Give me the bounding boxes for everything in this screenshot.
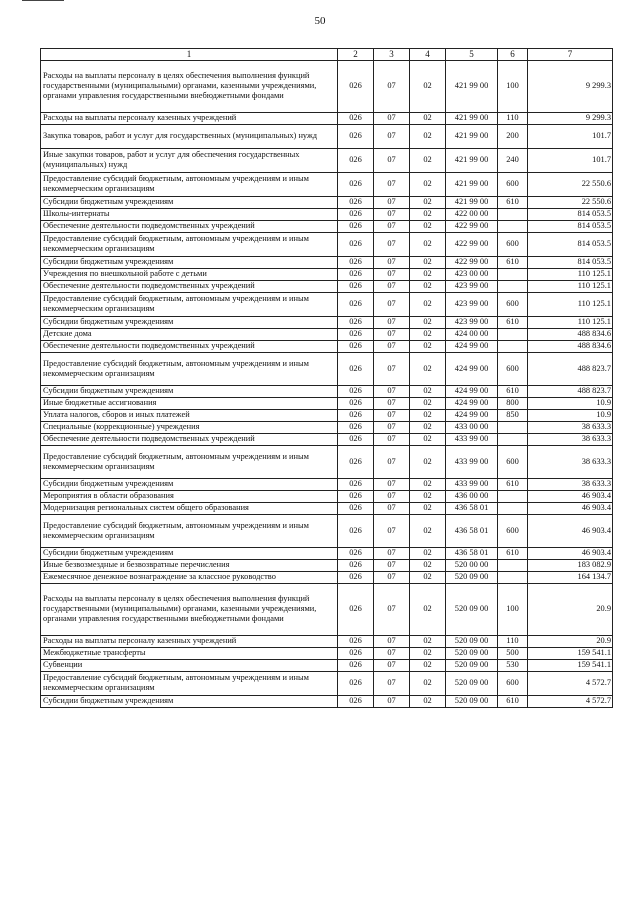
row-code-2: 026 bbox=[338, 547, 374, 559]
row-code-6: 200 bbox=[498, 124, 528, 148]
row-amount: 46 903.4 bbox=[528, 514, 613, 547]
table-row bbox=[41, 445, 613, 478]
table-row bbox=[41, 385, 613, 397]
row-code-2: 026 bbox=[338, 328, 374, 340]
row-name: Предоставление субсидий бюджетным, автономным учреждениям и иным некоммерческим организациям bbox=[41, 352, 338, 385]
row-name: Обеспечение деятельности подведомственных учреждений bbox=[41, 433, 338, 445]
row-code-5: 520 09 00 bbox=[446, 659, 498, 671]
row-code-6 bbox=[498, 502, 528, 514]
row-code-4: 02 bbox=[410, 172, 446, 196]
row-code-3: 07 bbox=[374, 60, 410, 112]
row-code-3: 07 bbox=[374, 232, 410, 256]
row-name: Предоставление субсидий бюджетным, автономным учреждениям и иным некоммерческим организациям bbox=[41, 514, 338, 547]
row-code-4: 02 bbox=[410, 659, 446, 671]
row-code-2: 026 bbox=[338, 148, 374, 172]
row-code-6 bbox=[498, 220, 528, 232]
row-code-3: 07 bbox=[374, 671, 410, 695]
row-code-4: 02 bbox=[410, 232, 446, 256]
column-header: 4 bbox=[410, 49, 446, 61]
row-code-3: 07 bbox=[374, 478, 410, 490]
row-code-3: 07 bbox=[374, 385, 410, 397]
row-code-3: 07 bbox=[374, 316, 410, 328]
row-code-6 bbox=[498, 268, 528, 280]
row-name: Специальные (коррекционные) учреждения bbox=[41, 421, 338, 433]
row-code-5: 520 09 00 bbox=[446, 583, 498, 635]
row-code-6: 610 bbox=[498, 547, 528, 559]
row-code-4: 02 bbox=[410, 433, 446, 445]
row-code-2: 026 bbox=[338, 659, 374, 671]
row-code-6: 850 bbox=[498, 409, 528, 421]
table-row bbox=[41, 196, 613, 208]
column-header: 3 bbox=[374, 49, 410, 61]
row-code-6: 610 bbox=[498, 196, 528, 208]
row-code-2: 026 bbox=[338, 647, 374, 659]
row-code-3: 07 bbox=[374, 409, 410, 421]
row-amount: 814 053.5 bbox=[528, 256, 613, 268]
row-amount: 20.9 bbox=[528, 635, 613, 647]
row-code-6 bbox=[498, 328, 528, 340]
row-amount: 159 541.1 bbox=[528, 647, 613, 659]
table-row bbox=[41, 316, 613, 328]
row-amount: 814 053.5 bbox=[528, 208, 613, 220]
row-amount: 4 572.7 bbox=[528, 695, 613, 707]
row-code-4: 02 bbox=[410, 583, 446, 635]
row-code-3: 07 bbox=[374, 502, 410, 514]
row-code-4: 02 bbox=[410, 635, 446, 647]
table-row bbox=[41, 559, 613, 571]
table-row bbox=[41, 292, 613, 316]
row-name: Субсидии бюджетным учреждениям bbox=[41, 695, 338, 707]
row-code-5: 424 99 00 bbox=[446, 352, 498, 385]
row-code-2: 026 bbox=[338, 292, 374, 316]
row-name: Межбюджетные трансферты bbox=[41, 647, 338, 659]
row-code-3: 07 bbox=[374, 328, 410, 340]
row-code-4: 02 bbox=[410, 256, 446, 268]
table-row bbox=[41, 671, 613, 695]
row-name: Обеспечение деятельности подведомственных учреждений bbox=[41, 220, 338, 232]
row-amount: 4 572.7 bbox=[528, 671, 613, 695]
row-code-4: 02 bbox=[410, 280, 446, 292]
row-amount: 9 299.3 bbox=[528, 112, 613, 124]
row-code-5: 424 99 00 bbox=[446, 409, 498, 421]
row-name: Субсидии бюджетным учреждениям bbox=[41, 316, 338, 328]
row-code-3: 07 bbox=[374, 547, 410, 559]
row-code-6: 600 bbox=[498, 352, 528, 385]
row-name: Субсидии бюджетным учреждениям bbox=[41, 385, 338, 397]
row-code-4: 02 bbox=[410, 316, 446, 328]
row-code-5: 520 09 00 bbox=[446, 635, 498, 647]
row-code-3: 07 bbox=[374, 112, 410, 124]
row-code-3: 07 bbox=[374, 196, 410, 208]
row-code-5: 422 99 00 bbox=[446, 220, 498, 232]
top-rule bbox=[22, 0, 64, 1]
row-name: Модернизация региональных систем общего образования bbox=[41, 502, 338, 514]
row-code-3: 07 bbox=[374, 280, 410, 292]
row-code-6: 600 bbox=[498, 172, 528, 196]
row-code-2: 026 bbox=[338, 502, 374, 514]
row-code-6: 100 bbox=[498, 60, 528, 112]
row-name: Субвенции bbox=[41, 659, 338, 671]
row-name: Субсидии бюджетным учреждениям bbox=[41, 196, 338, 208]
row-code-6: 600 bbox=[498, 514, 528, 547]
row-code-5: 433 00 00 bbox=[446, 421, 498, 433]
row-code-6: 610 bbox=[498, 478, 528, 490]
row-name: Обеспечение деятельности подведомственных учреждений bbox=[41, 280, 338, 292]
row-amount: 22 550.6 bbox=[528, 172, 613, 196]
row-code-3: 07 bbox=[374, 208, 410, 220]
row-code-4: 02 bbox=[410, 478, 446, 490]
table-row bbox=[41, 256, 613, 268]
column-header: 7 bbox=[528, 49, 613, 61]
row-code-3: 07 bbox=[374, 256, 410, 268]
row-code-3: 07 bbox=[374, 635, 410, 647]
row-code-4: 02 bbox=[410, 445, 446, 478]
row-name: Субсидии бюджетным учреждениям bbox=[41, 547, 338, 559]
table-row bbox=[41, 547, 613, 559]
row-code-2: 026 bbox=[338, 60, 374, 112]
row-code-3: 07 bbox=[374, 148, 410, 172]
row-name: Расходы на выплаты персоналу в целях обеспечения выполнения функций государственными (муниципальными) органами, казенными учреждениями, органами управления государственными внебюджетными фондами bbox=[41, 583, 338, 635]
table-row bbox=[41, 208, 613, 220]
table-row bbox=[41, 502, 613, 514]
row-code-3: 07 bbox=[374, 172, 410, 196]
row-code-6: 110 bbox=[498, 112, 528, 124]
row-code-4: 02 bbox=[410, 112, 446, 124]
row-code-5: 421 99 00 bbox=[446, 124, 498, 148]
row-amount: 814 053.5 bbox=[528, 220, 613, 232]
table-row bbox=[41, 340, 613, 352]
column-header: 6 bbox=[498, 49, 528, 61]
row-code-6 bbox=[498, 490, 528, 502]
row-code-4: 02 bbox=[410, 647, 446, 659]
row-code-4: 02 bbox=[410, 60, 446, 112]
row-code-4: 02 bbox=[410, 292, 446, 316]
row-code-2: 026 bbox=[338, 208, 374, 220]
row-code-2: 026 bbox=[338, 316, 374, 328]
row-code-2: 026 bbox=[338, 445, 374, 478]
table-row bbox=[41, 514, 613, 547]
row-code-5: 422 00 00 bbox=[446, 208, 498, 220]
row-code-4: 02 bbox=[410, 490, 446, 502]
table-row bbox=[41, 328, 613, 340]
row-code-3: 07 bbox=[374, 421, 410, 433]
row-code-5: 436 00 00 bbox=[446, 490, 498, 502]
row-amount: 110 125.1 bbox=[528, 292, 613, 316]
row-code-4: 02 bbox=[410, 502, 446, 514]
row-name: Школы-интернаты bbox=[41, 208, 338, 220]
row-amount: 183 082.9 bbox=[528, 559, 613, 571]
table-row bbox=[41, 695, 613, 707]
row-code-4: 02 bbox=[410, 671, 446, 695]
row-amount: 110 125.1 bbox=[528, 280, 613, 292]
column-header: 2 bbox=[338, 49, 374, 61]
table-row bbox=[41, 172, 613, 196]
table-row bbox=[41, 397, 613, 409]
row-code-5: 422 99 00 bbox=[446, 256, 498, 268]
row-name: Закупка товаров, работ и услуг для государственных (муниципальных) нужд bbox=[41, 124, 338, 148]
table-row bbox=[41, 112, 613, 124]
row-code-6: 110 bbox=[498, 635, 528, 647]
row-code-2: 026 bbox=[338, 280, 374, 292]
table-row bbox=[41, 571, 613, 583]
row-amount: 38 633.3 bbox=[528, 421, 613, 433]
row-code-2: 026 bbox=[338, 385, 374, 397]
row-name: Расходы на выплаты персоналу казенных учреждений bbox=[41, 112, 338, 124]
row-code-4: 02 bbox=[410, 547, 446, 559]
table-row bbox=[41, 421, 613, 433]
row-code-2: 026 bbox=[338, 671, 374, 695]
row-code-6: 600 bbox=[498, 671, 528, 695]
row-amount: 46 903.4 bbox=[528, 547, 613, 559]
row-amount: 488 834.6 bbox=[528, 340, 613, 352]
row-amount: 814 053.5 bbox=[528, 232, 613, 256]
row-code-6 bbox=[498, 559, 528, 571]
row-code-2: 026 bbox=[338, 112, 374, 124]
row-code-3: 07 bbox=[374, 647, 410, 659]
row-code-2: 026 bbox=[338, 571, 374, 583]
row-amount: 22 550.6 bbox=[528, 196, 613, 208]
row-code-4: 02 bbox=[410, 328, 446, 340]
row-name: Предоставление субсидий бюджетным, автономным учреждениям и иным некоммерческим организациям bbox=[41, 671, 338, 695]
table-row bbox=[41, 583, 613, 635]
row-name: Расходы на выплаты персоналу в целях обеспечения выполнения функций государственными (муниципальными) органами, казенными учреждениями, органами управления государственными внебюджетными фондами bbox=[41, 60, 338, 112]
row-code-5: 423 00 00 bbox=[446, 268, 498, 280]
page-number: 50 bbox=[314, 15, 326, 27]
table-row bbox=[41, 220, 613, 232]
row-code-2: 026 bbox=[338, 124, 374, 148]
row-code-6: 100 bbox=[498, 583, 528, 635]
table-row bbox=[41, 268, 613, 280]
row-code-2: 026 bbox=[338, 397, 374, 409]
row-name: Иные безвозмездные и безвозвратные перечисления bbox=[41, 559, 338, 571]
row-name: Предоставление субсидий бюджетным, автономным учреждениям и иным некоммерческим организациям bbox=[41, 172, 338, 196]
row-code-3: 07 bbox=[374, 559, 410, 571]
row-code-6: 800 bbox=[498, 397, 528, 409]
row-code-4: 02 bbox=[410, 124, 446, 148]
row-code-4: 02 bbox=[410, 409, 446, 421]
row-code-2: 026 bbox=[338, 340, 374, 352]
row-code-6 bbox=[498, 340, 528, 352]
row-amount: 10.9 bbox=[528, 397, 613, 409]
row-code-4: 02 bbox=[410, 385, 446, 397]
row-code-3: 07 bbox=[374, 490, 410, 502]
table-row bbox=[41, 647, 613, 659]
row-code-5: 423 99 00 bbox=[446, 316, 498, 328]
table-row bbox=[41, 60, 613, 112]
row-code-5: 421 99 00 bbox=[446, 148, 498, 172]
row-code-6 bbox=[498, 208, 528, 220]
row-code-2: 026 bbox=[338, 220, 374, 232]
row-name: Предоставление субсидий бюджетным, автономным учреждениям и иным некоммерческим организациям bbox=[41, 292, 338, 316]
row-code-4: 02 bbox=[410, 268, 446, 280]
row-code-4: 02 bbox=[410, 148, 446, 172]
row-code-3: 07 bbox=[374, 514, 410, 547]
table-row bbox=[41, 148, 613, 172]
row-code-2: 026 bbox=[338, 514, 374, 547]
row-code-5: 424 99 00 bbox=[446, 385, 498, 397]
row-code-4: 02 bbox=[410, 514, 446, 547]
row-code-5: 520 09 00 bbox=[446, 571, 498, 583]
row-name: Ежемесячное денежное вознаграждение за классное руководство bbox=[41, 571, 338, 583]
row-code-3: 07 bbox=[374, 340, 410, 352]
row-code-5: 436 58 01 bbox=[446, 502, 498, 514]
row-code-6: 610 bbox=[498, 316, 528, 328]
table-row bbox=[41, 232, 613, 256]
row-amount: 488 823.7 bbox=[528, 352, 613, 385]
row-code-2: 026 bbox=[338, 256, 374, 268]
table-row bbox=[41, 124, 613, 148]
column-header: 5 bbox=[446, 49, 498, 61]
row-code-5: 433 99 00 bbox=[446, 478, 498, 490]
row-code-4: 02 bbox=[410, 397, 446, 409]
row-code-4: 02 bbox=[410, 220, 446, 232]
row-name: Иные бюджетные ассигнования bbox=[41, 397, 338, 409]
row-code-3: 07 bbox=[374, 659, 410, 671]
row-amount: 159 541.1 bbox=[528, 659, 613, 671]
row-name: Субсидии бюджетным учреждениям bbox=[41, 256, 338, 268]
row-code-6: 610 bbox=[498, 695, 528, 707]
row-code-5: 423 99 00 bbox=[446, 280, 498, 292]
table-row bbox=[41, 478, 613, 490]
row-amount: 46 903.4 bbox=[528, 490, 613, 502]
row-code-2: 026 bbox=[338, 421, 374, 433]
row-name: Иные закупки товаров, работ и услуг для обеспечения государственных (муниципальных) нужд bbox=[41, 148, 338, 172]
row-code-6 bbox=[498, 421, 528, 433]
row-name: Предоставление субсидий бюджетным, автономным учреждениям и иным некоммерческим организациям bbox=[41, 445, 338, 478]
table-header-row bbox=[41, 49, 613, 61]
row-code-5: 436 58 01 bbox=[446, 514, 498, 547]
row-code-5: 520 09 00 bbox=[446, 695, 498, 707]
table-row bbox=[41, 409, 613, 421]
row-amount: 101.7 bbox=[528, 148, 613, 172]
row-amount: 38 633.3 bbox=[528, 478, 613, 490]
row-amount: 10.9 bbox=[528, 409, 613, 421]
row-name: Мероприятия в области образования bbox=[41, 490, 338, 502]
row-code-3: 07 bbox=[374, 433, 410, 445]
row-code-5: 423 99 00 bbox=[446, 292, 498, 316]
row-amount: 46 903.4 bbox=[528, 502, 613, 514]
row-code-4: 02 bbox=[410, 352, 446, 385]
row-code-6 bbox=[498, 433, 528, 445]
row-code-4: 02 bbox=[410, 421, 446, 433]
row-code-5: 433 99 00 bbox=[446, 445, 498, 478]
row-code-2: 026 bbox=[338, 268, 374, 280]
column-header: 1 bbox=[41, 49, 338, 61]
row-code-6: 600 bbox=[498, 445, 528, 478]
row-code-6: 600 bbox=[498, 232, 528, 256]
row-code-5: 424 99 00 bbox=[446, 397, 498, 409]
row-amount: 38 633.3 bbox=[528, 445, 613, 478]
row-code-2: 026 bbox=[338, 196, 374, 208]
row-code-6: 610 bbox=[498, 256, 528, 268]
row-code-3: 07 bbox=[374, 397, 410, 409]
row-code-2: 026 bbox=[338, 478, 374, 490]
row-name: Учреждения по внешкольной работе с детьми bbox=[41, 268, 338, 280]
row-code-3: 07 bbox=[374, 695, 410, 707]
row-code-3: 07 bbox=[374, 583, 410, 635]
row-amount: 110 125.1 bbox=[528, 268, 613, 280]
row-code-5: 520 00 00 bbox=[446, 559, 498, 571]
row-code-5: 520 09 00 bbox=[446, 647, 498, 659]
row-code-3: 07 bbox=[374, 292, 410, 316]
row-code-5: 520 09 00 bbox=[446, 671, 498, 695]
row-code-3: 07 bbox=[374, 445, 410, 478]
row-code-2: 026 bbox=[338, 352, 374, 385]
row-code-6: 610 bbox=[498, 385, 528, 397]
row-code-2: 026 bbox=[338, 583, 374, 635]
row-code-6: 500 bbox=[498, 647, 528, 659]
row-name: Детские дома bbox=[41, 328, 338, 340]
row-code-4: 02 bbox=[410, 695, 446, 707]
row-name: Обеспечение деятельности подведомственных учреждений bbox=[41, 340, 338, 352]
row-code-3: 07 bbox=[374, 571, 410, 583]
row-code-5: 436 58 01 bbox=[446, 547, 498, 559]
row-code-6: 600 bbox=[498, 292, 528, 316]
row-code-5: 424 99 00 bbox=[446, 340, 498, 352]
row-code-4: 02 bbox=[410, 196, 446, 208]
row-amount: 20.9 bbox=[528, 583, 613, 635]
row-code-2: 026 bbox=[338, 635, 374, 647]
row-code-3: 07 bbox=[374, 220, 410, 232]
row-amount: 9 299.3 bbox=[528, 60, 613, 112]
row-code-2: 026 bbox=[338, 409, 374, 421]
row-code-4: 02 bbox=[410, 340, 446, 352]
row-code-5: 421 99 00 bbox=[446, 196, 498, 208]
row-code-6 bbox=[498, 571, 528, 583]
table-row bbox=[41, 352, 613, 385]
row-amount: 164 134.7 bbox=[528, 571, 613, 583]
row-code-3: 07 bbox=[374, 124, 410, 148]
row-code-2: 026 bbox=[338, 490, 374, 502]
row-code-5: 421 99 00 bbox=[446, 60, 498, 112]
row-code-6: 240 bbox=[498, 148, 528, 172]
table-row bbox=[41, 635, 613, 647]
row-code-2: 026 bbox=[338, 695, 374, 707]
row-code-4: 02 bbox=[410, 208, 446, 220]
row-amount: 488 834.6 bbox=[528, 328, 613, 340]
row-amount: 110 125.1 bbox=[528, 316, 613, 328]
row-name: Субсидии бюджетным учреждениям bbox=[41, 478, 338, 490]
table-row bbox=[41, 280, 613, 292]
row-code-5: 424 00 00 bbox=[446, 328, 498, 340]
row-code-2: 026 bbox=[338, 433, 374, 445]
row-name: Предоставление субсидий бюджетным, автономным учреждениям и иным некоммерческим организациям bbox=[41, 232, 338, 256]
row-name: Уплата налогов, сборов и иных платежей bbox=[41, 409, 338, 421]
row-code-3: 07 bbox=[374, 268, 410, 280]
row-code-5: 421 99 00 bbox=[446, 112, 498, 124]
row-code-2: 026 bbox=[338, 172, 374, 196]
table-row bbox=[41, 490, 613, 502]
row-code-5: 433 99 00 bbox=[446, 433, 498, 445]
budget-table bbox=[40, 48, 613, 708]
row-amount: 38 633.3 bbox=[528, 433, 613, 445]
row-code-6 bbox=[498, 280, 528, 292]
row-code-4: 02 bbox=[410, 559, 446, 571]
row-code-4: 02 bbox=[410, 571, 446, 583]
row-code-5: 422 99 00 bbox=[446, 232, 498, 256]
row-code-6: 530 bbox=[498, 659, 528, 671]
row-name: Расходы на выплаты персоналу казенных учреждений bbox=[41, 635, 338, 647]
row-code-2: 026 bbox=[338, 559, 374, 571]
row-code-5: 421 99 00 bbox=[446, 172, 498, 196]
row-amount: 101.7 bbox=[528, 124, 613, 148]
row-amount: 488 823.7 bbox=[528, 385, 613, 397]
row-code-3: 07 bbox=[374, 352, 410, 385]
table-row bbox=[41, 433, 613, 445]
row-code-2: 026 bbox=[338, 232, 374, 256]
table-row bbox=[41, 659, 613, 671]
